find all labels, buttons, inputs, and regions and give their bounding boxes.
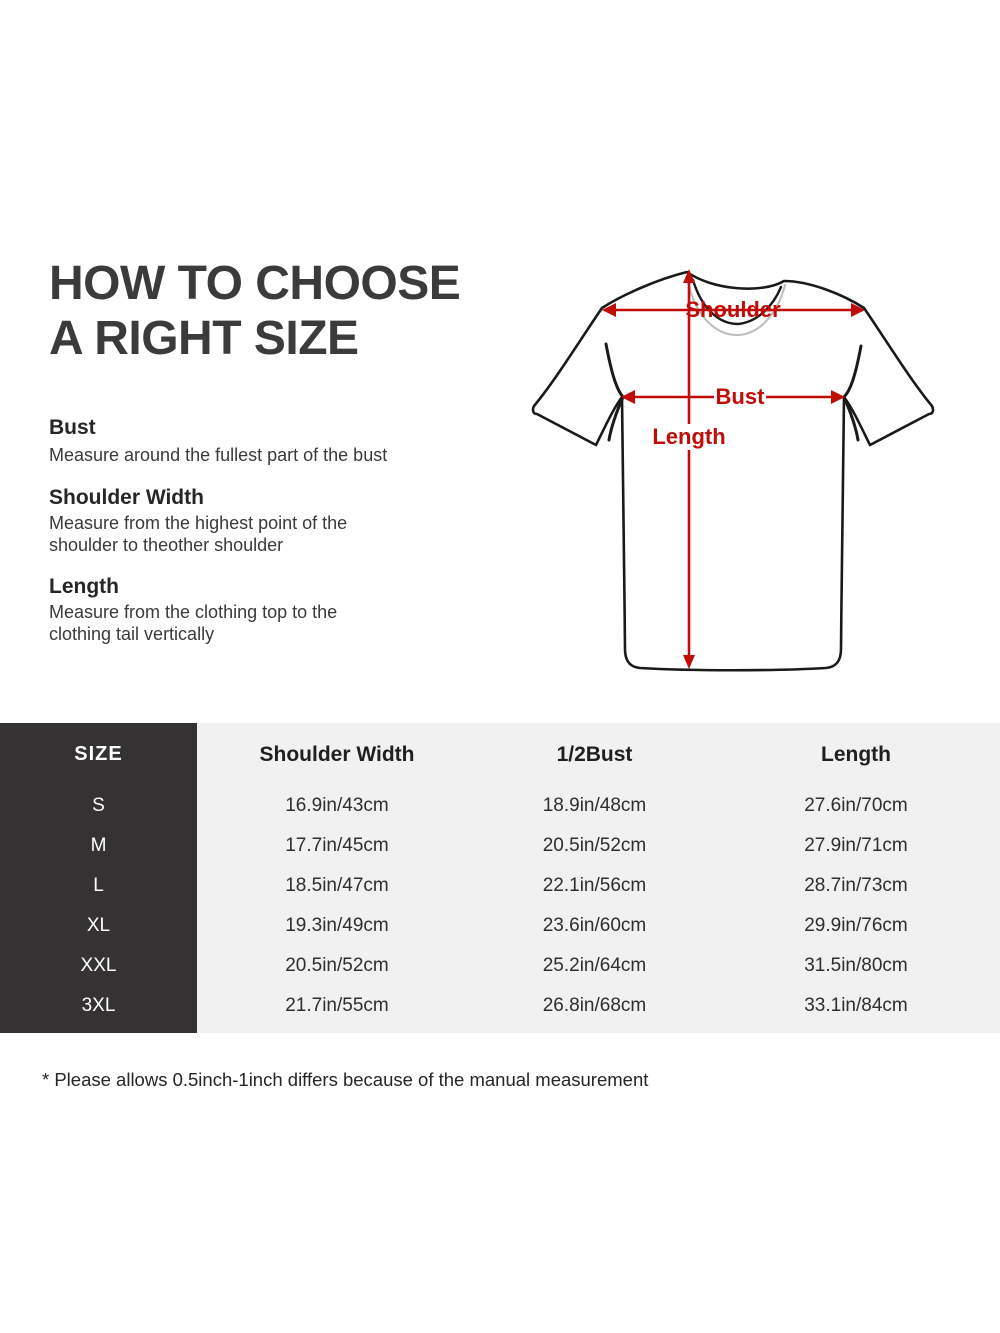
cell-l-bust: 22.1in/56cm bbox=[542, 875, 647, 896]
cell-s-shoulder: 16.9in/43cm bbox=[285, 795, 389, 816]
col-header-length: Length bbox=[821, 742, 891, 766]
cell-m-shoulder: 17.7in/45cm bbox=[285, 835, 389, 856]
row-label-s: S bbox=[92, 795, 105, 816]
bust-arrow-label: Bust bbox=[715, 384, 765, 409]
guide-body-length-line1: Measure from the clothing top to the bbox=[49, 602, 338, 622]
length-arrow-label: Length bbox=[652, 424, 726, 449]
cell-m-bust: 20.5in/52cm bbox=[542, 835, 647, 856]
guide-body-length bbox=[49, 602, 469, 645]
size-table bbox=[0, 723, 1000, 1033]
tshirt-outline bbox=[533, 272, 933, 670]
page-title-line1: HOW TO CHOOSE bbox=[49, 257, 461, 310]
cell-xl-length: 29.9in/76cm bbox=[804, 915, 908, 936]
size-table-grid bbox=[0, 723, 1000, 1026]
row-label-xl: XL bbox=[86, 915, 111, 936]
cell-xl-bust: 23.6in/60cm bbox=[542, 915, 647, 936]
tshirt-diagram-svg bbox=[500, 248, 970, 688]
guide-heading-length: Length bbox=[49, 575, 119, 598]
cell-3xl-shoulder: 21.7in/55cm bbox=[285, 995, 389, 1016]
col-header-shoulder: Shoulder Width bbox=[259, 742, 415, 766]
guide-body-bust bbox=[49, 445, 469, 467]
guide-body-shoulder bbox=[49, 513, 469, 556]
guide-body-shoulder-line2: shoulder to theother shoulder bbox=[49, 534, 284, 555]
row-label-l: L bbox=[93, 875, 104, 896]
guide-body-shoulder-line1: Measure from the highest point of the bbox=[49, 513, 348, 533]
page-title bbox=[49, 256, 460, 366]
row-label-m: M bbox=[90, 835, 107, 856]
cell-xxl-shoulder: 20.5in/52cm bbox=[285, 955, 389, 976]
row-label-3xl: 3XL bbox=[81, 995, 116, 1016]
cell-xxl-length: 31.5in/80cm bbox=[804, 955, 908, 976]
row-label-xxl: XXL bbox=[80, 955, 117, 976]
cell-3xl-length: 33.1in/84cm bbox=[804, 995, 908, 1016]
col-header-size: SIZE bbox=[74, 743, 123, 765]
guide-body-length-line2: clothing tail vertically bbox=[49, 623, 215, 644]
cell-s-bust: 18.9in/48cm bbox=[542, 795, 647, 816]
cell-l-length: 28.7in/73cm bbox=[804, 875, 908, 896]
cell-xxl-bust: 25.2in/64cm bbox=[542, 955, 647, 976]
cell-xl-shoulder: 19.3in/49cm bbox=[285, 915, 389, 936]
tshirt-diagram bbox=[500, 248, 970, 688]
measurement-disclaimer: * Please allows 0.5inch-1inch differs because of the manual measurement bbox=[42, 1069, 649, 1090]
cell-3xl-bust: 26.8in/68cm bbox=[542, 995, 647, 1016]
guide-heading-bust: Bust bbox=[49, 416, 96, 439]
shoulder-arrow-label: Shoulder bbox=[685, 297, 781, 322]
cell-s-length: 27.6in/70cm bbox=[804, 795, 908, 816]
guide-body-bust-line1: Measure around the fullest part of the bust bbox=[49, 445, 388, 465]
cell-m-length: 27.9in/71cm bbox=[804, 835, 908, 856]
cell-l-shoulder: 18.5in/47cm bbox=[285, 875, 389, 896]
guide-heading-shoulder: Shoulder Width bbox=[49, 486, 204, 509]
col-header-bust: 1/2Bust bbox=[556, 742, 633, 766]
page-title-line2: A RIGHT SIZE bbox=[49, 312, 359, 365]
